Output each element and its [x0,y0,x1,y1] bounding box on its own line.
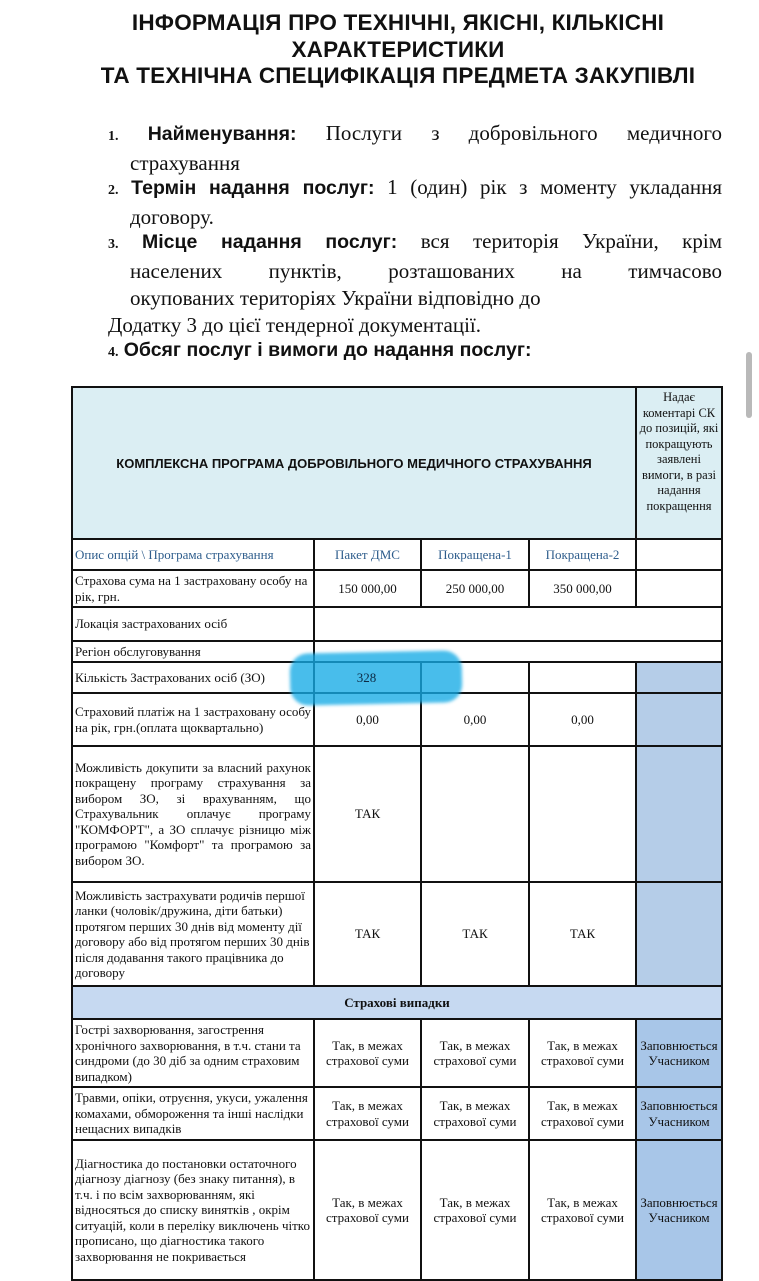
col-header-dms: Пакет ДМС [314,539,421,570]
insured-events-heading: Страхові випадки [72,986,722,1019]
row-label: Травми, опіки, отруєння, укуси, ужалення комахами, обмороження та інші наслідки нещасних випадків [72,1087,314,1140]
row-label: Кількість Застрахованих осіб (ЗО) [72,662,314,693]
table-row-location [72,607,722,641]
col-header-options: Опис опцій \ Програма страхування [72,539,314,570]
cell-value: Так, в межах страхової суми [529,1087,636,1140]
table-row-relatives [72,882,722,986]
cell-comment [636,662,722,693]
cell-note: Заповнюється Учасником [636,1140,722,1280]
col-header-improved-2: Покращена-2 [529,539,636,570]
section-4-number: 4. [108,345,119,360]
title-line-2: ХАРАКТЕРИСТИКИ [291,36,505,62]
cell-comment [636,746,722,882]
section-1-number: 1. [108,129,119,144]
cell-value: ТАК [421,882,529,986]
row-label: Діагностика до постановки остаточного діагнозу діагнозу (без знаку питання), в т.ч. і по всім захворюванням, які відносяться до списку винятків , окрім ситуацій, коли в переліку виключень чітко прописано, що діагностика такого захворювання не покривається [72,1140,314,1280]
row-label: Можливість докупити за власний рахунок покращену програму страхування за вибором ЗО, зі врахуванням, що Страхувальник оплачує програму "КОМФОРТ", а ЗО сплачує різницю між програмою "Комфорт" та програмою за вибором ЗО. [72,746,314,882]
cell-value: ТАК [314,882,421,986]
cell-note: Заповнюється Учасником [636,1019,722,1087]
comments-header-cell: Надає коментарі СК до позицій, які покращують заявлені вимоги, в разі надання покращення [636,387,722,539]
scrollbar-thumb[interactable] [746,352,752,418]
row-label: Можливість застрахувати родичів першої ланки (чоловік/дружина, діти батьки) протягом перших 30 днів від моменту дії договору або від протягом перших 30 днів після додавання такого працівника до договору [72,882,314,986]
document-title [40,10,756,90]
section-4 [108,336,722,366]
section-1-text: Послуги з добровільного медичного [325,121,723,145]
cell-value [529,662,636,693]
section-3-text-cont-3: Додатку 3 до цієї тендерної документації. [108,313,482,337]
section-1-text-cont: страхування [130,151,240,175]
section-2-label: Термін надання послуг: [131,177,375,199]
section-3-number: 3. [108,237,119,252]
section-3 [108,228,722,339]
table-row-case [72,1019,722,1087]
cell-value: Так, в межах страхової суми [421,1019,529,1087]
section-4-label: Обсяг послуг і вимоги до надання послуг: [123,339,532,361]
cell-comment [636,882,722,986]
row-label: Гострі захворювання, загострення хронічного захворювання, в т.ч. стани та синдроми (до 30 діб за одним страховим випадком) [72,1019,314,1087]
cell-value [314,607,722,641]
cell-value: 350 000,00 [529,570,636,607]
cell-value: Так, в межах страхової суми [314,1140,421,1280]
cell-value [421,746,529,882]
title-line-3: ТА ТЕХНІЧНА СПЕЦИФІКАЦІЯ ПРЕДМЕТА ЗАКУПІВЛІ [100,63,696,88]
section-2 [108,174,722,231]
section-3-text-cont-1: населених пунктів, розташованих на тимчасово [130,259,722,283]
column-header-row [72,539,722,570]
program-title-cell: КОМПЛЕКСНА ПРОГРАМА ДОБРОВІЛЬНОГО МЕДИЧНОГО СТРАХУВАННЯ [72,387,636,539]
cell-value: Так, в межах страхової суми [314,1019,421,1087]
section-2-text: 1 (один) рік з моменту укладання [387,175,723,199]
section-1-label: Найменування: [147,123,297,145]
title-line-1: ІНФОРМАЦІЯ ПРО ТЕХНІЧНІ, ЯКІСНІ, КІЛЬКІСНІ [131,10,665,35]
cell-comment [636,693,722,746]
table-row-upgrade [72,746,722,882]
table-header-row [72,387,722,539]
cell-value [529,746,636,882]
cell-comment [636,570,722,607]
cell-value: 0,00 [529,693,636,746]
cell-value: 150 000,00 [314,570,421,607]
row-label: Страхова сума на 1 застраховану особу на рік, грн. [72,570,314,607]
row-label: Страховий платіж на 1 застраховану особу на рік, грн.(оплата щоквартально) [72,693,314,746]
section-3-label: Місце надання послуг: [141,231,398,253]
cell-value: Так, в межах страхової суми [529,1019,636,1087]
cell-value: Так, в межах страхової суми [314,1087,421,1140]
cell-note: Заповнюється Учасником [636,1087,722,1140]
table-row-case [72,1087,722,1140]
cell-value: ТАК [314,746,421,882]
cell-value: 0,00 [421,693,529,746]
table-row-case [72,1140,722,1280]
spec-table [71,386,723,1281]
table-row-sum [72,570,722,607]
row-label: Регіон обслуговування [72,641,314,662]
section-1 [108,120,722,177]
cell-value: ТАК [529,882,636,986]
insured-count-value: 328 [356,670,377,685]
section-3-text: вся територія України, крім [420,229,723,253]
cell-value: 250 000,00 [421,570,529,607]
section-3-text-cont-2: окупованих територіях України відповідно до [130,286,541,310]
cell-value: Так, в межах страхової суми [421,1087,529,1140]
row-label: Локація застрахованих осіб [72,607,314,641]
section-2-text-cont: договору. [130,205,214,229]
col-header-comments [636,539,722,570]
col-header-improved-1: Покращена-1 [421,539,529,570]
cell-value: 0,00 [314,693,421,746]
cell-value: Так, в межах страхової суми [529,1140,636,1280]
section-2-number: 2. [108,183,119,198]
cell-value: Так, в межах страхової суми [421,1140,529,1280]
section-header-row [72,986,722,1019]
